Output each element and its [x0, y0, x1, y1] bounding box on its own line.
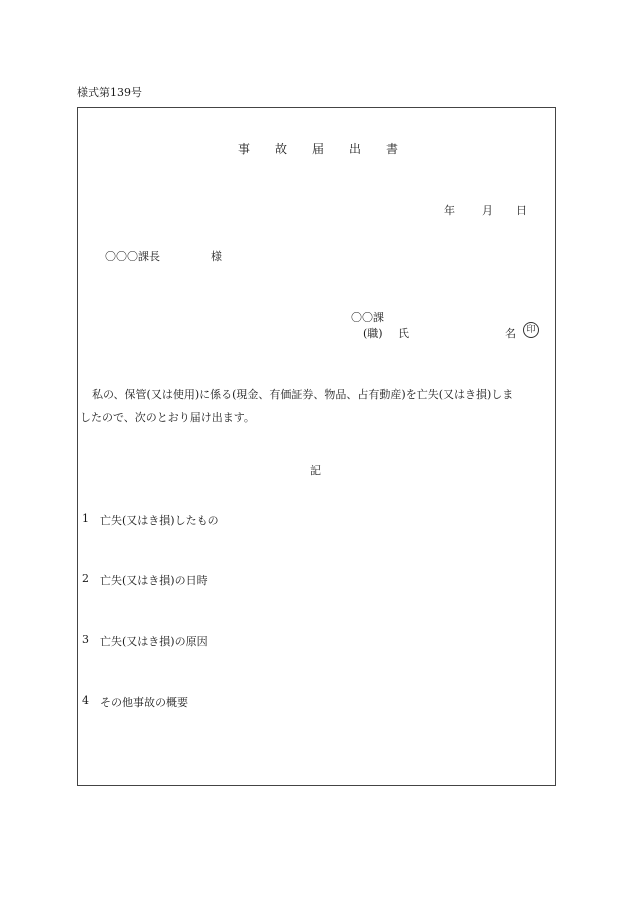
item-number: 2 [82, 572, 89, 585]
statement-line-2: したので、次のとおり届け出ます。 [80, 411, 255, 424]
item-label-datetime: 亡失(又はき損)の日時 [100, 574, 208, 587]
applicant-position-label: (職) [363, 327, 383, 340]
date-day-label: 日 [516, 204, 527, 217]
notes-heading: 記 [310, 464, 321, 477]
item-label-lost-object: 亡失(又はき損)したもの [100, 514, 219, 527]
document-title: 事故届出書 [238, 142, 424, 156]
item-number: 1 [82, 512, 89, 525]
item-label-cause: 亡失(又はき損)の原因 [100, 635, 208, 648]
form-number: 様式第139号 [77, 86, 142, 99]
date-year-label: 年 [444, 204, 455, 217]
seal-mark-icon: 印 [523, 322, 539, 338]
recipient-name: 〇〇〇課長 [105, 250, 160, 263]
applicant-given-name-label: 名 [505, 327, 516, 340]
date-month-label: 月 [482, 204, 493, 217]
applicant-department: 〇〇課 [351, 311, 384, 324]
item-label-summary: その他事故の概要 [100, 696, 188, 709]
item-number: 4 [82, 694, 89, 707]
item-number: 3 [82, 633, 89, 646]
statement-line-1: 私の、保管(又は使用)に係る(現金、有価証券、物品、占有動産)を亡失(又はき損)しま [92, 388, 514, 401]
applicant-surname-label: 氏 [398, 327, 409, 340]
recipient-honorific: 様 [211, 250, 222, 263]
